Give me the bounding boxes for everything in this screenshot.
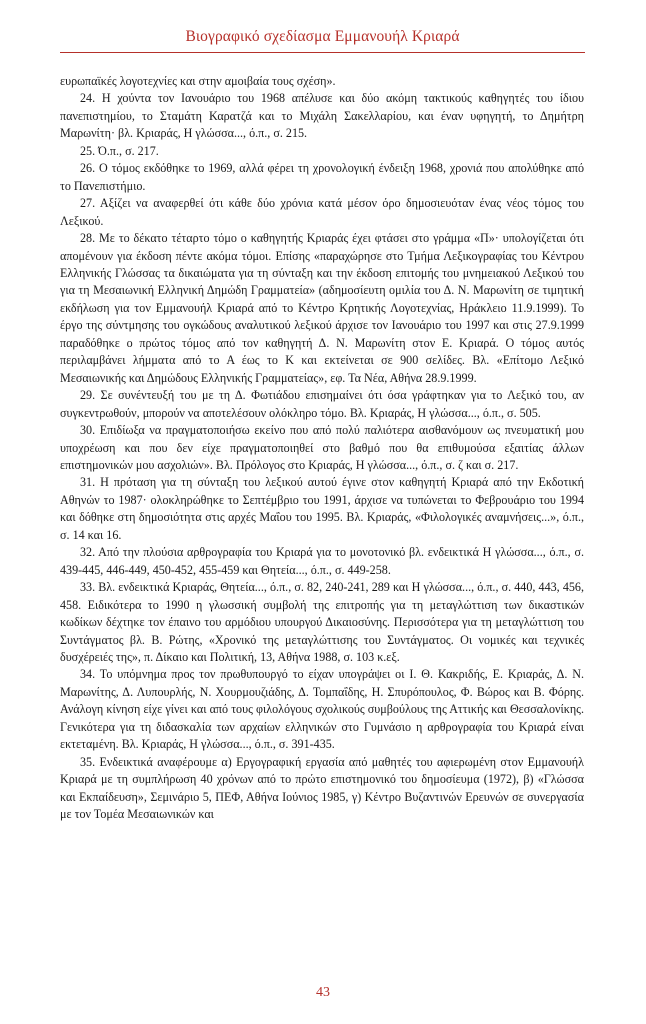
endnote-25: 25. Ό.π., σ. 217.: [80, 143, 159, 158]
endnote-31: 31. Η πρόταση για τη σύνταξη του λεξικού αυτού έγινε στον καθηγητή Κριαρά από την Εκδοτική Αθηνών το 1987· ολοκληρώθηκε το Σεπτέμβριο του 1991, άρχισε να τυπώνεται το Φεβρουάριο του 1994 και δόθηκε στη δημοσιότητα στις αρχές Μαΐου του 1995. Βλ. Κριαράς, «Φιλολογικές αναμνήσεις...», ό.π., σ. 14 και 16.: [60, 475, 584, 542]
endnote-29: 29. Σε συνέντευξή του με τη Δ. Φωτιάδου επισημαίνει ότι όσα γράφτηκαν για το Λεξικό του, αν συγκεντρωθούν, μπορούν να αποτελέσουν ολόκληρο τόμο. Βλ. Κριαράς, Η γλώσσα..., ό.π., σ. 505.: [60, 388, 584, 420]
header-divider: [60, 52, 585, 53]
page-number: 43: [316, 985, 330, 1000]
endnote-33: 33. Βλ. ενδεικτικά Κριαράς, Θητεία..., ό.π., σ. 82, 240-241, 289 και Η γλώσσα..., ό.π., σ. 440, 443, 456, 458. Ειδικότερα το 1990 η γλωσσική συμβολή της επιτροπής για τη μεταγλώττιση των δικαστικών κωδίκων δέχτηκε τον έπαινο του αρμόδιου υπουργού Δικαιοσύνης. Περισσότερα για τη μεταγλώττιση του Συντάγματος βλ. Β. Ρώτης, «Χρονικό της μεταγλώττισης του Συντάγματος. Οι νομικές και τεχνικές δυσχέρειές της», π. Δίκαιο και Πολιτική, 13, Αθήνα 1988, σ. 103 κ.εξ.: [60, 580, 584, 664]
endnote-26: 26. Ο τόμος εκδόθηκε το 1969, αλλά φέρει τη χρονολογική ένδειξη 1968, χρονιά που απολύθηκε από το Πανεπιστήμιο.: [60, 161, 584, 193]
endnotes-body: [60, 73, 584, 823]
endnote-24: 24. Η χούντα τον Ιανουάριο του 1968 απέλυσε και δύο ακόμη τακτικούς καθηγητές του ίδιου πανεπιστημίου, το Σταμάτη Καρατζά και το Μιχάλη Σακελλαρίου, και έναν υφηγητή, το Δημήτρη Μαρωνίτη· βλ. Κριαράς, Η γλώσσα..., ό.π., σ. 215.: [60, 91, 584, 141]
endnote-continuation: ευρωπαϊκές λογοτεχνίες και στην αμοιβαία τους σχέση».: [60, 74, 336, 88]
endnote-35: 35. Ενδεικτικά αναφέρουμε α) Εργογραφική εργασία από μαθητές του αφιερωμένη στον Εμμανουήλ Κριαρά με τη συμπλήρωση 40 χρόνων από το πρώτο επιστημονικό του δημοσίευμα (1972), β) «Γλώσσα και Εκπαίδευση», Σεμινάριο 5, ΠΕΦ, Αθήνα Ιούνιος 1985, γ) Κέντρο Βυζαντινών Ερευνών σε συνεργασία με τον Τομέα Μεσαιωνικών και: [60, 754, 584, 822]
endnote-27: 27. Αξίζει να αναφερθεί ότι κάθε δύο χρόνια κατά μέσον όρο δημοσιευόταν ένας νέος τόμος του Λεξικού.: [60, 196, 584, 228]
running-header-title: Βιογραφικό σχεδίασμα Εμμανουήλ Κριαρά: [185, 28, 460, 45]
endnote-30: 30. Επιδίωξα να πραγματοποιήσω εκείνο που από πολύ παλιότερα αισθανόμουν ως πνευματική μου υποχρέωση και που δεν είχε πραγματοποιηθεί στο βαθμό που θα επιθυμούσα εξαιτίας άλλων επιστημονικών μου ασχολιών». Βλ. Πρόλογος στο Κριαράς, Η γλώσσα..., ό.π., σ. ζ και σ. 217.: [60, 423, 584, 472]
endnote-34: 34. Το υπόμνημα προς τον πρωθυπουργό το είχαν υπογράψει οι Ι. Θ. Κακριδής, Ε. Κριαράς, Δ. Ν. Μαρωνίτης, Δ. Λυπουρλής, Ν. Χουρμουζιάδης, Δ. Τομπαΐδης, Η. Σπυρόπουλος, Φ. Βώρος και Β. Φόρης. Ανάλογη κίνηση είχε γίνει και από τους φιλολόγους σχολικούς συμβούλους της Αττικής και Θεσσαλονίκης. Γενικότερα για τη διδασκαλία των αρχαίων ελληνικών στο Γυμνάσιο η αρθρογραφία του Κριαρά είναι εκτεταμένη. Βλ. Κριαράς, Η γλώσσα..., ό.π., σ. 391-435.: [60, 667, 584, 752]
endnote-32: 32. Από την πλούσια αρθρογραφία του Κριαρά για το μονοτονικό βλ. ενδεικτικά Η γλώσσα..., ό.π., σ. 439-445, 446-449, 450-452, 455-459 και Θητεία..., ό.π., σ. 449-258.: [60, 545, 584, 577]
endnote-28: 28. Με το δέκατο τέταρτο τόμο ο καθηγητής Κριαράς έχει φτάσει στο γράμμα «Π»· υπολογίζεται ότι απομένουν για έκδοση πέντε ακόμα τόμοι. Επίσης «παραχώρησε στο Τμήμα Λεξικογραφίας του Κέντρου Ελληνικής Γλώσσας τα δικαιώματα για τη σύνταξη και την έκδοση επιτομής του μνημειακού Λεξικού του για τη Μεσαιωνική Ελληνική Δημώδη Γραμματεία» (αδημοσίευτη ομιλία του Δ. Ν. Μαρωνίτη σε τιμητική εκδήλωση για τον Εμμανουήλ Κριαρά από το Κέντρο Κρητικής Λογοτεχνίας, Ηράκλειο 11.9.1999). Το έργο της σύντμησης του ογκώδους αναλυτικού λεξικού άρχισε τον Ιανουάριο του 1997 και στις 27.9.1999 παραδόθηκε ο πρώτος τόμος από τον καθηγητή Δ. Ν. Μαρωνίτη στον Ε. Κριαρά. Ο τόμος αυτός περιλαμβάνει λήμματα από το Α έως το Κ και εκτείνεται σε 900 σελίδες. Βλ. «Επίτομο Λεξικό Μεσαιωνικής και Δημώδους Ελληνικής Γραμματείας», εφ. Τα Νέα, Αθήνα 28.9.1999.: [60, 231, 584, 385]
